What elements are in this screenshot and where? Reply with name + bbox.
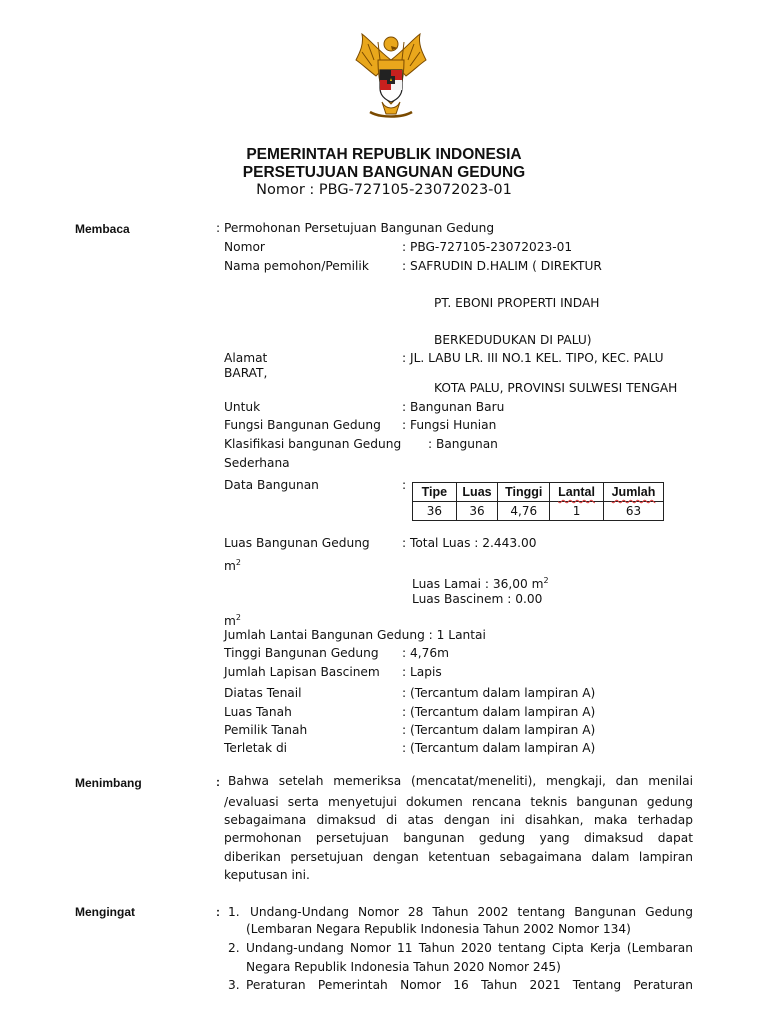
table-header-cell: Luas [456,483,498,502]
table-header-row [413,483,664,502]
klasifikasi-value: : Bangunan [428,437,498,451]
luas-value: : Total Luas : 2.443.00 [402,536,537,550]
fungsi-value: : Fungsi Hunian [402,418,497,432]
table-cell: 36 [413,502,457,521]
luas-bascinem-unit: $m^2$ [224,613,241,629]
alamat-value: : JL. LABU LR. III NO.1 KEL. TIPO, KEC. PALU [402,351,664,365]
mengingat-item-number: 2. [228,941,240,955]
section-label-membaca: Membaca [75,222,130,236]
nama-label: Nama pemohon/Pemilik [224,259,369,273]
luas-tanah-value: : (Tercantum dalam lampiran A) [402,705,596,719]
untuk-value: : Bangunan Baru [402,400,505,414]
diatas-value: : (Tercantum dalam lampiran A) [402,686,596,700]
alamat-continuation: BARAT, [224,366,268,380]
mengingat-item-line: Undang-Undang Nomor 28 Tahun 2002 tentang Bangunan Gedung [250,905,693,919]
table-header-cell: Tipe [413,483,457,502]
pemilik-value: : (Tercantum dalam lampiran A) [402,723,596,737]
lapisan-label: Jumlah Lapisan Bascinem [224,665,380,679]
luas-tanah-label: Luas Tanah [224,705,292,719]
klasifikasi-label: Klasifikasi bangunan Gedung [224,437,402,451]
luas-bascinem: Luas Bascinem : 0.00 [412,592,543,606]
menimbang-colon: : [216,775,220,789]
tinggi-value: : 4,76m [402,646,449,660]
data-bangunan-table [412,482,664,521]
table-cell: 1 [550,502,604,521]
header-government: PEMERINTAH REPUBLIK INDONESIA [246,146,522,163]
table-header-cell: Lantal [550,483,604,502]
garuda-emblem-icon [348,30,434,120]
alamat-label: Alamat [224,351,268,365]
mengingat-item-line: (Lembaran Negara Republik Indonesia Tahun 2002 Nomor 134) [246,922,631,936]
alamat-city: KOTA PALU, PROVINSI SULWESI TENGAH [434,381,678,395]
mengingat-item-line: Negara Republik Indonesia Tahun 2020 Nomor 245) [246,960,561,974]
nomor-label: Nomor [224,240,265,254]
mengingat-item-line: Peraturan Pemerintah Nomor 16 Tahun 2021 Tentang Peraturan [246,978,693,992]
menimbang-line: keputusan ini. [224,868,310,882]
fungsi-label: Fungsi Bangunan Gedung [224,418,381,432]
menimbang-line: sebagaimana dimaksud di atas dengan ini disahkan, maka terhadap [224,813,693,827]
header-document-number: Nomor : PBG-727105-23072023-01 [256,182,512,198]
nomor-value: : PBG-727105-23072023-01 [402,240,573,254]
tinggi-label: Tinggi Bangunan Gedung [224,646,379,660]
table-header-cell: Tinggi [498,483,550,502]
pemilik-label: Pemilik Tanah [224,723,308,737]
menimbang-line: Bahwa setelah memeriksa (mencatat/meneliti), mengkaji, dan menilai [228,774,693,788]
menimbang-line: /evaluasi serta menyetujui dokumen rencana teknis bangunan gedung [224,795,693,809]
data-bangunan-colon: : [402,478,407,492]
menimbang-line: diberikan persetujuan dengan ketentuan sebagaimana dalam lampiran [224,850,693,864]
data-bangunan-label: Data Bangunan [224,478,319,492]
mengingat-item-number: 3. [228,978,240,992]
section-label-menimbang: Menimbang [75,776,142,790]
luas-label: Luas Bangunan Gedung [224,536,370,550]
nama-value: : SAFRUDIN D.HALIM ( DIREKTUR [402,259,602,273]
nama-company: PT. EBONI PROPERTI INDAH [434,296,600,310]
table-cell: 63 [604,502,664,521]
menimbang-line: permohonan persetujuan bangunan gedung yang dimaksud dapat [224,831,693,845]
table-row [413,502,664,521]
nama-domicile: BERKEDUDUKAN DI PALU) [434,333,592,347]
jumlah-lantai: Jumlah Lantai Bangunan Gedung : 1 Lantai [224,628,486,642]
table-cell: 4,76 [498,502,550,521]
lapisan-value: : Lapis [402,665,442,679]
section-label-mengingat: Mengingat [75,905,135,919]
untuk-label: Untuk [224,400,261,414]
diatas-label: Diatas Tenail [224,686,302,700]
mengingat-item-number: 1. [228,905,240,919]
terletak-label: Terletak di [224,741,288,755]
mengingat-colon: : [216,905,220,919]
luas-unit: $m^2$ [224,558,241,574]
table-cell: 36 [456,502,498,521]
terletak-value: : (Tercantum dalam lampiran A) [402,741,596,755]
luas-lama: Luas Lamai : 36,00 $m^2$ [412,576,549,592]
table-header-cell: Jumlah [604,483,664,502]
header-document-title: PERSETUJUAN BANGUNAN GEDUNG [242,164,526,181]
klasifikasi-continuation: Sederhana [224,456,290,470]
membaca-intro: : Permohonan Persetujuan Bangunan Gedung [216,221,495,235]
mengingat-item-line: Undang-undang Nomor 11 Tahun 2020 tentang Cipta Kerja (Lembaran [246,941,693,955]
